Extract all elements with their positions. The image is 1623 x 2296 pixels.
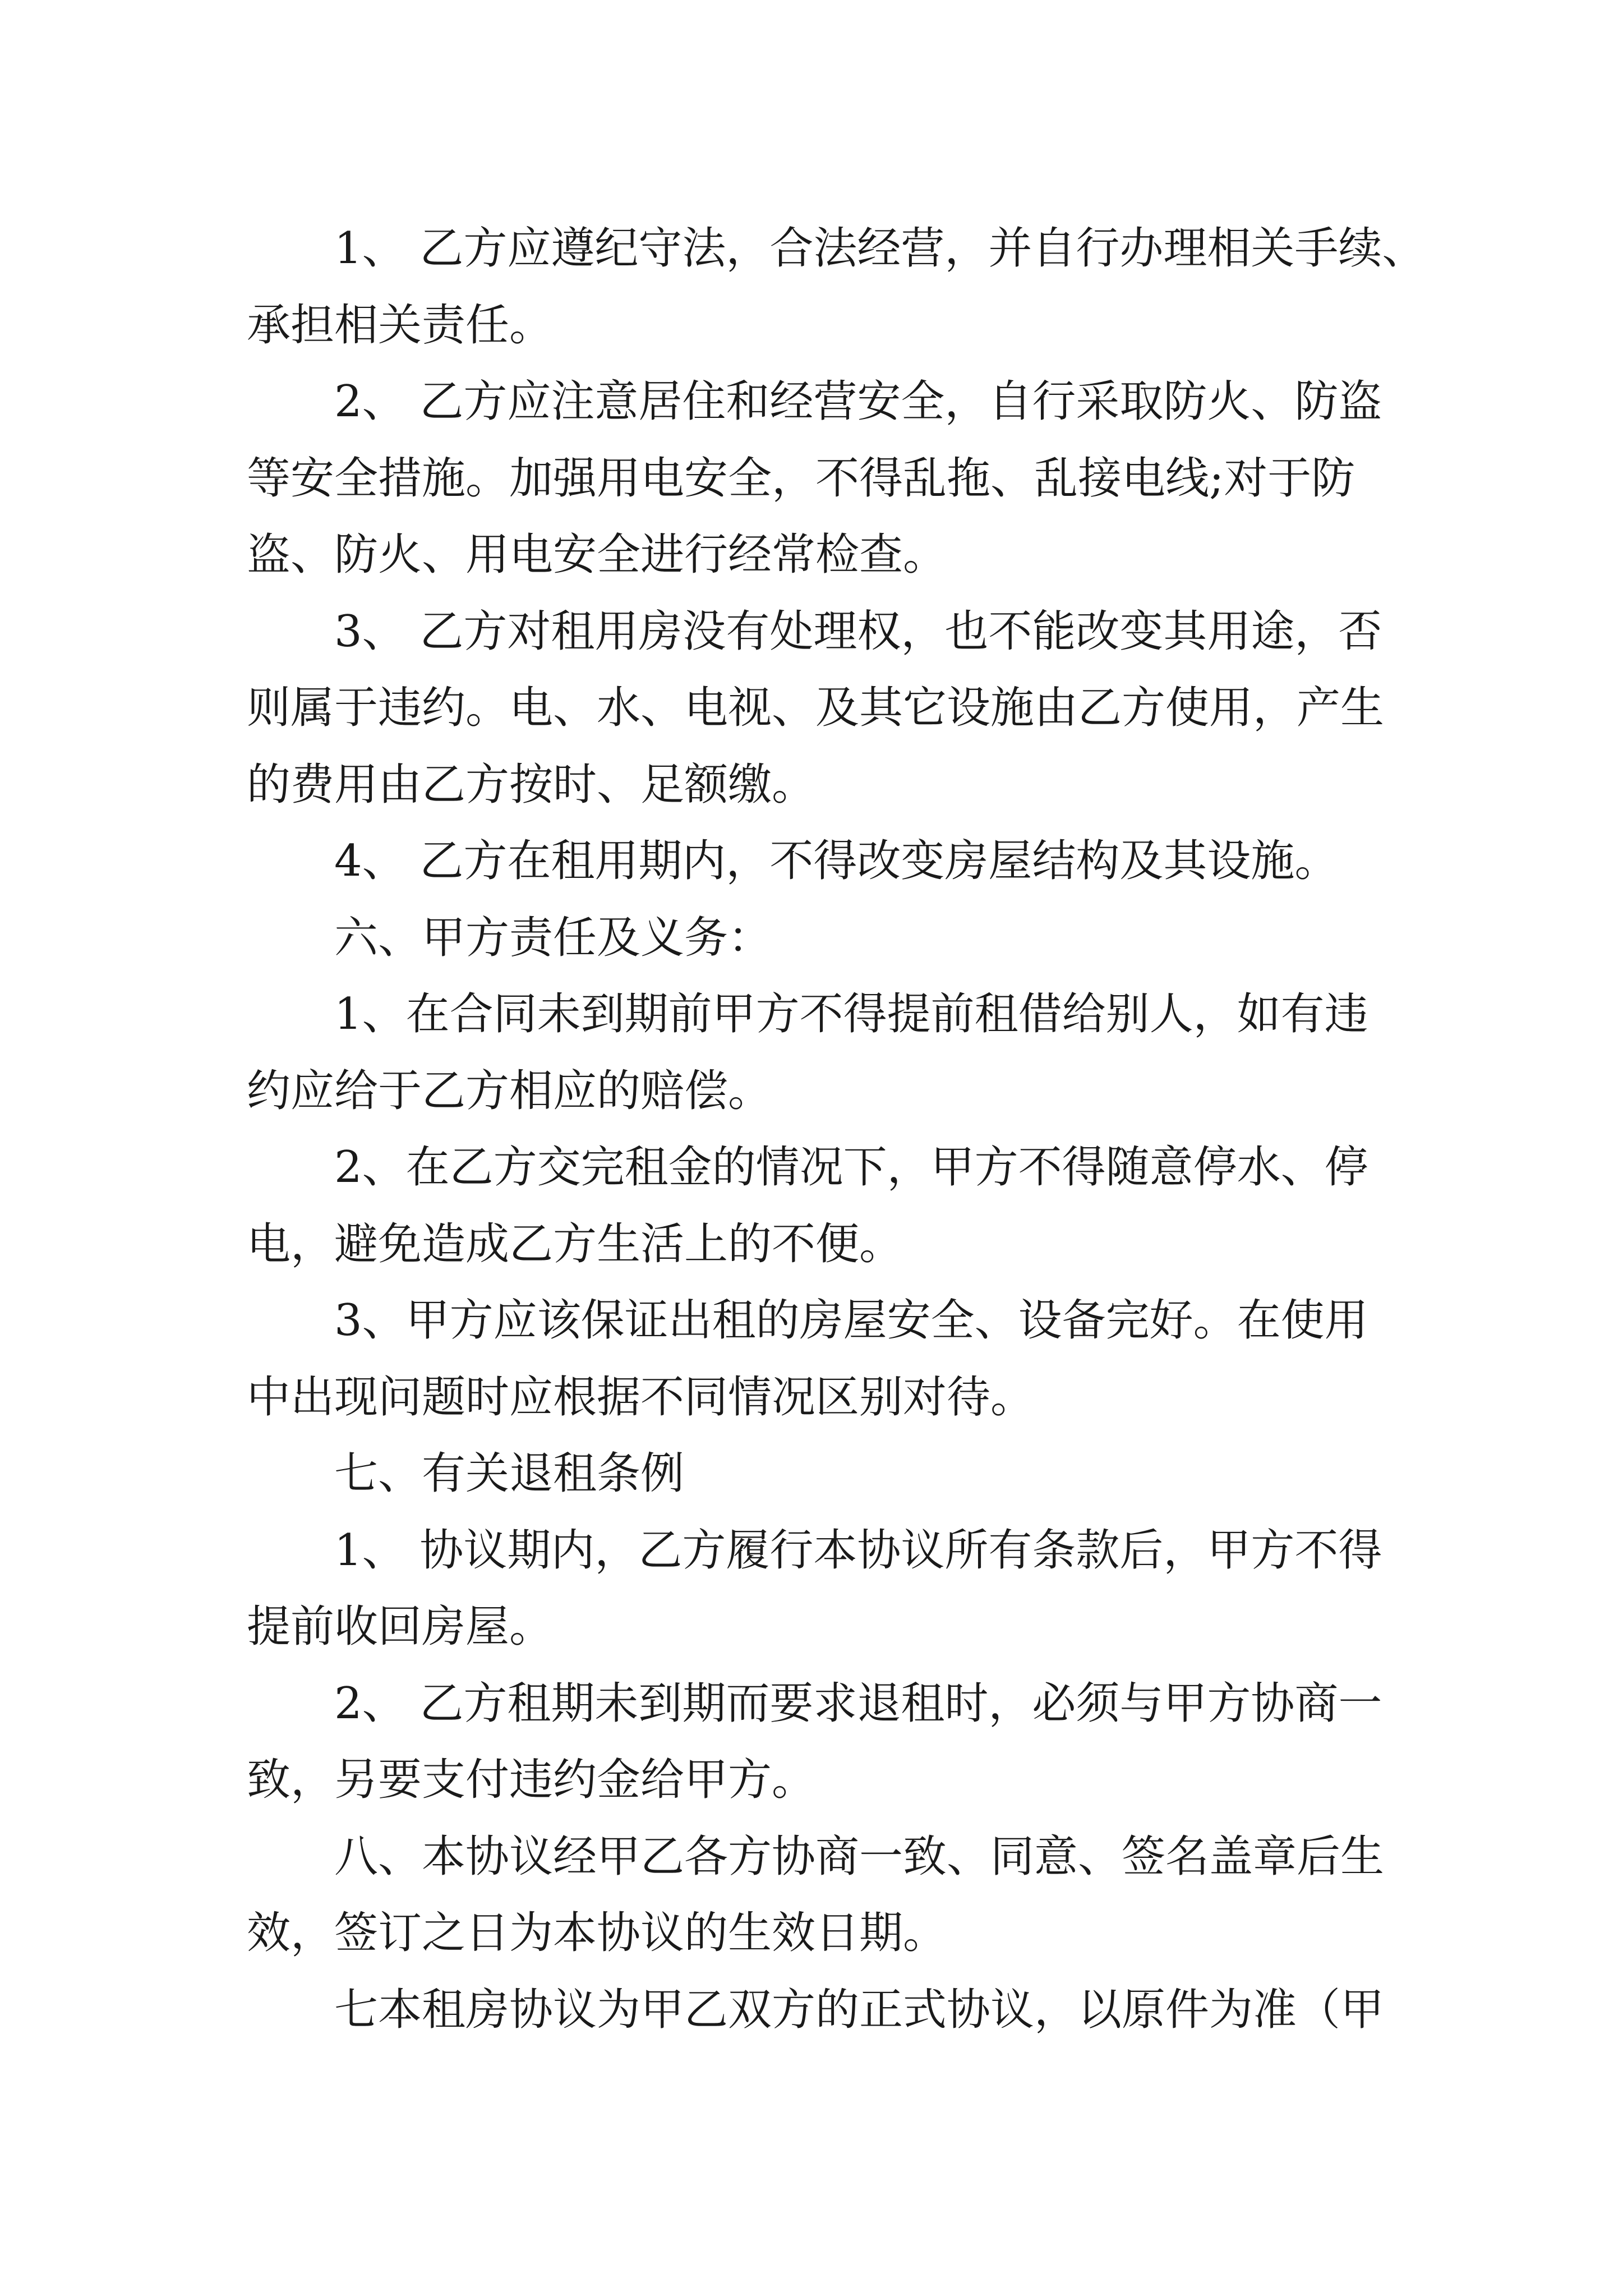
paragraph-clause-6-2 bbox=[247, 1129, 1380, 1282]
text-line: 承担相关责任。 bbox=[247, 300, 554, 351]
text-line: 七本租房协议为甲乙双方的正式协议，以原件为准（甲 bbox=[334, 1984, 1385, 2035]
text-line: 1、 协议期内，乙方履行本协议所有条款后，甲方不得 bbox=[334, 1525, 1382, 1576]
text-line: 2、在乙方交完租金的情况下，甲方不得随意停水、停 bbox=[334, 1142, 1368, 1193]
text-line: 盗、防火、用电安全进行经常检查。 bbox=[247, 530, 947, 580]
paragraph-final-clause bbox=[247, 1972, 1385, 2049]
paragraph-clause-7-1 bbox=[247, 1512, 1380, 1665]
text-line: 中出现问题时应根据不同情况区别对待。 bbox=[247, 1372, 1035, 1423]
text-line: 1、在合同未到期前甲方不得提前租借给别人，如有违 bbox=[334, 989, 1368, 1039]
text-line: 2、 乙方租期未到期而要求退租时，必须与甲方协商一 bbox=[334, 1678, 1382, 1729]
text-line: 3、甲方应该保证出租的房屋安全、设备完好。在使用 bbox=[334, 1295, 1368, 1346]
text-line: 的费用由乙方按时、足额缴。 bbox=[247, 759, 816, 810]
paragraph-clause-5-1 bbox=[247, 210, 1426, 364]
text-line: 七、有关退租条例 bbox=[334, 1448, 685, 1499]
text-line: 效，签订之日为本协议的生效日期。 bbox=[247, 1908, 947, 1958]
text-line: 电，避免造成乙方生活上的不便。 bbox=[247, 1218, 903, 1269]
text-line: 提前收回房屋。 bbox=[247, 1602, 554, 1652]
paragraph-clause-6-3 bbox=[247, 1282, 1380, 1435]
document-body bbox=[247, 210, 1426, 2048]
paragraph-clause-5-4 bbox=[247, 823, 1380, 900]
paragraph-clause-6-1 bbox=[247, 976, 1380, 1129]
text-line: 致，另要支付违约金给甲方。 bbox=[247, 1755, 816, 1805]
text-line: 4、 乙方在租用期内，不得改变房屋结构及其设施。 bbox=[334, 836, 1339, 886]
text-line: 1、 乙方应遵纪守法，合法经营，并自行办理相关手续、 bbox=[334, 223, 1426, 274]
paragraph-clause-5-2 bbox=[247, 364, 1380, 593]
section-heading-6 bbox=[247, 900, 1380, 977]
paragraph-clause-8 bbox=[247, 1819, 1385, 1972]
text-line: 六、甲方责任及义务： bbox=[334, 912, 772, 963]
text-line: 则属于违约。电、水、电视、及其它设施由乙方使用，产生 bbox=[247, 683, 1385, 733]
section-heading-7 bbox=[247, 1435, 1380, 1512]
text-line: 3、 乙方对租用房没有处理权，也不能改变其用途，否 bbox=[334, 606, 1382, 657]
text-line: 等安全措施。加强用电安全，不得乱拖、乱接电线;对于防 bbox=[247, 453, 1355, 504]
text-line: 八、本协议经甲乙各方协商一致、同意、签名盖章后生 bbox=[334, 1831, 1385, 1882]
text-line: 2、 乙方应注意居住和经营安全，自行采取防火、防盗 bbox=[334, 376, 1382, 427]
paragraph-clause-7-2 bbox=[247, 1665, 1380, 1819]
paragraph-clause-5-3 bbox=[247, 593, 1385, 823]
text-line: 约应给于乙方相应的赔偿。 bbox=[247, 1065, 772, 1116]
